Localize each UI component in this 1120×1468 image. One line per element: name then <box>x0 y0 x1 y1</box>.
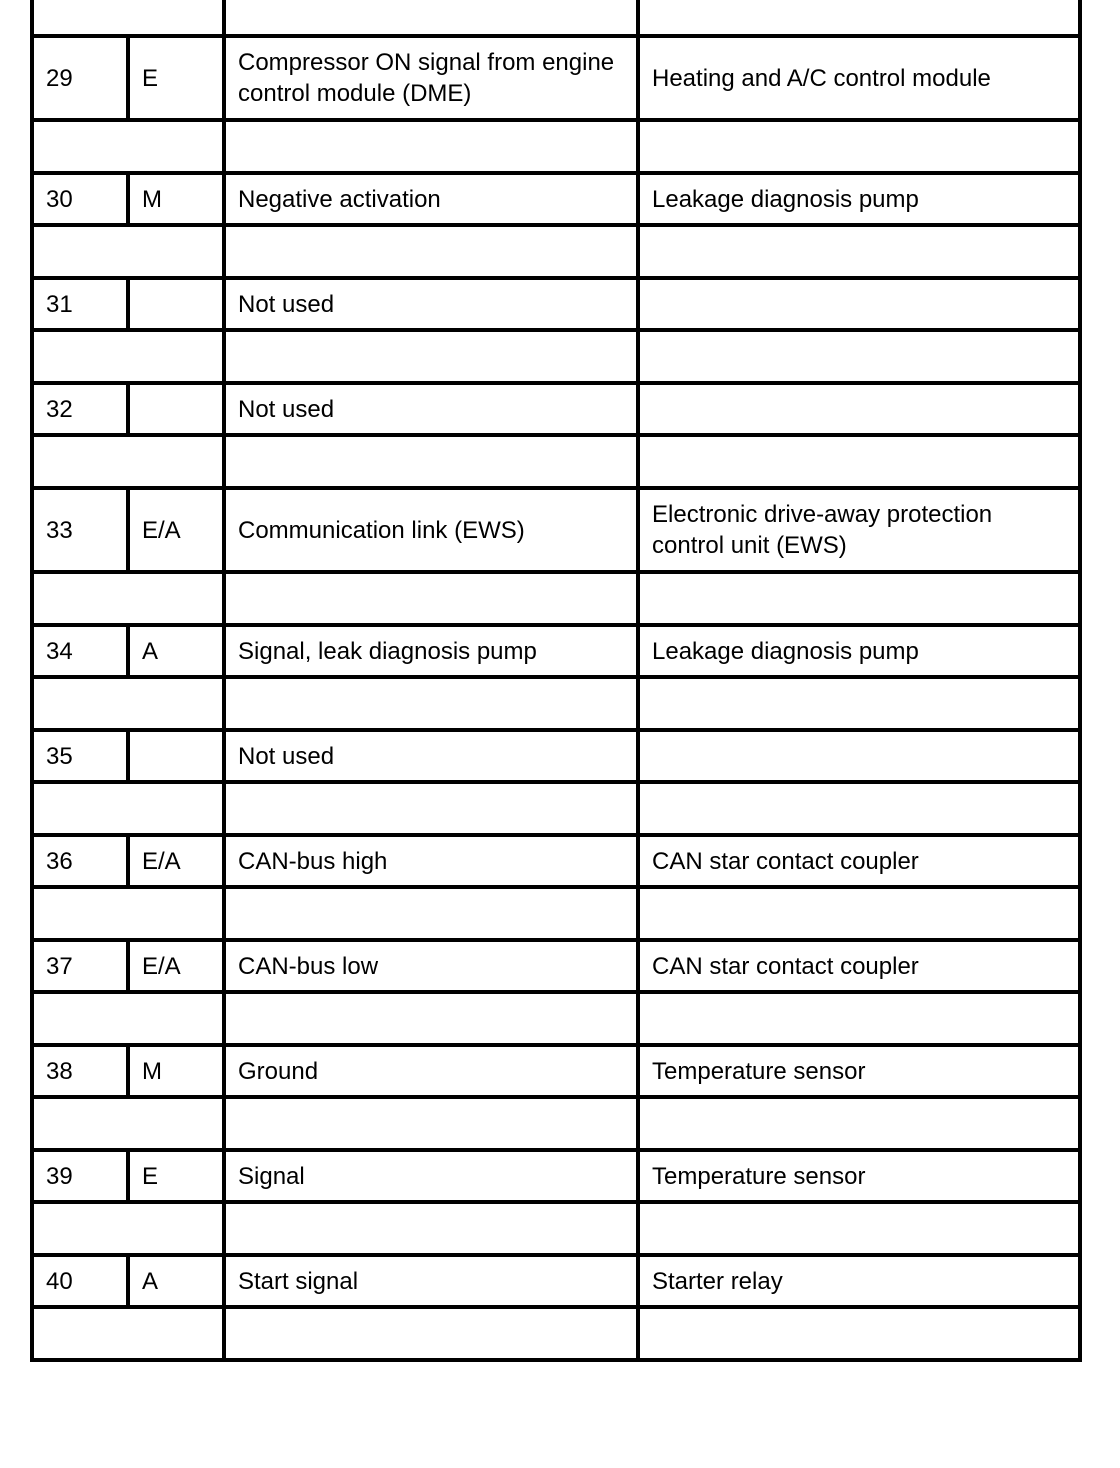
connection: Leakage diagnosis pump <box>638 173 1080 225</box>
io-type: E/A <box>128 488 224 572</box>
function: Communication link (EWS) <box>224 488 638 572</box>
spacer-row <box>32 572 1080 625</box>
table-row <box>32 835 1080 887</box>
pin-number: 34 <box>32 625 128 677</box>
io-type: M <box>128 173 224 225</box>
io-type: E/A <box>128 835 224 887</box>
connection <box>638 278 1080 330</box>
function: CAN-bus high <box>224 835 638 887</box>
io-type <box>128 730 224 782</box>
function: Signal <box>224 1150 638 1202</box>
io-type: E/A <box>128 940 224 992</box>
table-row <box>32 730 1080 782</box>
spacer-row <box>32 887 1080 940</box>
pin-number: 32 <box>32 383 128 435</box>
connection: Electronic drive-away protection control unit (EWS) <box>638 488 1080 572</box>
table-row <box>32 1150 1080 1202</box>
spacer-row <box>32 677 1080 730</box>
spacer-row <box>32 0 1080 36</box>
function: Not used <box>224 278 638 330</box>
spacer-row <box>32 1097 1080 1150</box>
spacer-row <box>32 992 1080 1045</box>
function: Start signal <box>224 1255 638 1307</box>
table-row <box>32 383 1080 435</box>
spacer-row <box>32 1202 1080 1255</box>
table-row <box>32 940 1080 992</box>
pin-number: 30 <box>32 173 128 225</box>
connection: Temperature sensor <box>638 1150 1080 1202</box>
connection: Temperature sensor <box>638 1045 1080 1097</box>
connection: Leakage diagnosis pump <box>638 625 1080 677</box>
pin-number: 39 <box>32 1150 128 1202</box>
table-row <box>32 173 1080 225</box>
pin-number: 29 <box>32 36 128 120</box>
function: CAN-bus low <box>224 940 638 992</box>
pin-number: 40 <box>32 1255 128 1307</box>
connection <box>638 383 1080 435</box>
connection: Heating and A/C control module <box>638 36 1080 120</box>
io-type: M <box>128 1045 224 1097</box>
spacer-row <box>32 782 1080 835</box>
function: Not used <box>224 383 638 435</box>
connection: Starter relay <box>638 1255 1080 1307</box>
pin-number: 36 <box>32 835 128 887</box>
table-row <box>32 278 1080 330</box>
table-row <box>32 1255 1080 1307</box>
function: Negative activation <box>224 173 638 225</box>
spacer-row <box>32 1307 1080 1360</box>
io-type: A <box>128 1255 224 1307</box>
spacer-row <box>32 330 1080 383</box>
pin-assignment-table <box>30 0 1082 1362</box>
io-type: E <box>128 1150 224 1202</box>
connection <box>638 730 1080 782</box>
io-type: E <box>128 36 224 120</box>
io-type: A <box>128 625 224 677</box>
pin-number: 31 <box>32 278 128 330</box>
table-row <box>32 488 1080 572</box>
connection: CAN star contact coupler <box>638 940 1080 992</box>
pin-number: 37 <box>32 940 128 992</box>
connection: CAN star contact coupler <box>638 835 1080 887</box>
table-row <box>32 36 1080 120</box>
spacer-row <box>32 225 1080 278</box>
pin-number: 33 <box>32 488 128 572</box>
pin-number: 35 <box>32 730 128 782</box>
spacer-row <box>32 120 1080 173</box>
function: Not used <box>224 730 638 782</box>
io-type <box>128 278 224 330</box>
table-row <box>32 625 1080 677</box>
function: Ground <box>224 1045 638 1097</box>
pin-number: 38 <box>32 1045 128 1097</box>
spacer-row <box>32 435 1080 488</box>
io-type <box>128 383 224 435</box>
table-row <box>32 1045 1080 1097</box>
function: Compressor ON signal from engine control module (DME) <box>224 36 638 120</box>
function: Signal, leak diagnosis pump <box>224 625 638 677</box>
